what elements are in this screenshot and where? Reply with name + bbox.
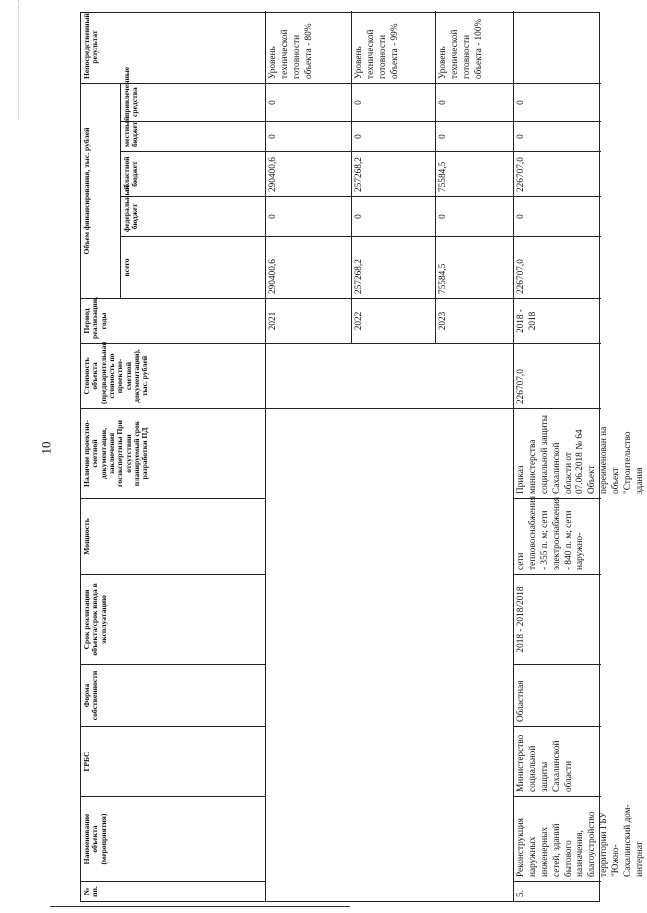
header-num: № пп. bbox=[81, 881, 266, 901]
header-regional: областной бюджет bbox=[121, 151, 266, 196]
row5-ownership: Областная bbox=[514, 664, 601, 726]
rotated-page bbox=[80, 12, 645, 902]
header-cost: Стоимость объекта (предварительная стоимость по проектно-сметной документации), тыс. рублей bbox=[81, 343, 266, 408]
header-funding: Объем финансирования, тыс. рублей bbox=[81, 83, 121, 298]
row-2021-result: Уровень технической готовности объекта - 80% bbox=[266, 11, 352, 83]
row-2023-other: 0 bbox=[436, 83, 514, 121]
row5-num: 5. bbox=[514, 881, 601, 901]
header-total: всего bbox=[121, 236, 266, 298]
row5-cost: 226707,0 bbox=[514, 343, 601, 408]
row5-other: 0 bbox=[514, 83, 601, 121]
previous-object-continuation bbox=[266, 408, 514, 901]
row-2022-year: 2022 bbox=[352, 298, 436, 343]
row-2023-regional: 75584,5 bbox=[436, 151, 514, 196]
row-2023-local: 0 bbox=[436, 121, 514, 151]
row-2021-local: 0 bbox=[266, 121, 352, 151]
row5-grbs: Министерство социальной защиты Сахалинской области bbox=[514, 726, 601, 796]
row5-result bbox=[514, 11, 601, 83]
row-2022-result: Уровень технической готовности объекта - 99% bbox=[352, 11, 436, 83]
row-2021-total: 290400,6 bbox=[266, 236, 352, 298]
header-grbs: ГРБС bbox=[81, 726, 266, 796]
page-number: 10 bbox=[38, 441, 54, 455]
row5-period: 2018 - 2018 bbox=[514, 298, 601, 343]
row-2021-federal: 0 bbox=[266, 196, 352, 236]
row5-capacity: сети тепловоснабжения - 355 п. м; сети электроснабжения - 840 п. м; сети наружно- bbox=[514, 498, 601, 574]
header-local: местный бюджет bbox=[121, 121, 266, 151]
scan-artifact-line bbox=[18, 0, 19, 120]
row-2022-local: 0 bbox=[352, 121, 436, 151]
row-2023-year: 2023 bbox=[436, 298, 514, 343]
row-2021-year: 2021 bbox=[266, 298, 352, 343]
header-ownership: Форма собственности bbox=[81, 664, 266, 726]
row-2021-other: 0 bbox=[266, 83, 352, 121]
row-2021-regional: 290400,6 bbox=[266, 151, 352, 196]
row5-federal: 0 bbox=[514, 196, 601, 236]
header-result: Непосредственный результат bbox=[81, 11, 266, 83]
row-2022-federal: 0 bbox=[352, 196, 436, 236]
row5-regional: 226707,0 bbox=[514, 151, 601, 196]
row-2022-regional: 257268,2 bbox=[352, 151, 436, 196]
header-name: Наименование объекта (мероприятия) bbox=[81, 796, 266, 881]
row-2022-total: 257268,2 bbox=[352, 236, 436, 298]
row-2023-total: 75584,5 bbox=[436, 236, 514, 298]
row5-psd: Приказ министерства социальной защиты Сахалинской области от 07.06.2018 № 64 Объект переименован на объект "Строительство здания bbox=[514, 408, 601, 498]
row5-total: 226707,0 bbox=[514, 236, 601, 298]
header-deadline: Срок реализации объекта/срок ввода в эксплуатацию bbox=[81, 574, 266, 664]
row-2022-other: 0 bbox=[352, 83, 436, 121]
row5-deadline: 2018 - 2018/2018 bbox=[514, 574, 601, 664]
row5-local: 0 bbox=[514, 121, 601, 151]
row5-name: Реконструкция наружных инженерных сетей, зданий бытового назначения, благоустройство территории ГБУ "Южно-Сахалинский дом-интернат bbox=[514, 796, 601, 881]
header-psd: Наличие проектно-сметной документации, заключения госэкспертизы При отсутствии планируемый срок разработки ПД bbox=[81, 408, 266, 498]
previous-object-cost bbox=[266, 343, 514, 408]
page-footer-rule bbox=[50, 906, 350, 907]
header-federal: федеральный бюджет bbox=[121, 196, 266, 236]
row-2023-result: Уровень технической готовности объекта - 100% bbox=[436, 11, 514, 83]
header-period: Период реализации, годы bbox=[81, 298, 266, 343]
row-2023-federal: 0 bbox=[436, 196, 514, 236]
objects-table bbox=[80, 12, 645, 902]
header-other: привлеченные средства bbox=[121, 83, 266, 121]
header-capacity: Мощность bbox=[81, 498, 266, 574]
